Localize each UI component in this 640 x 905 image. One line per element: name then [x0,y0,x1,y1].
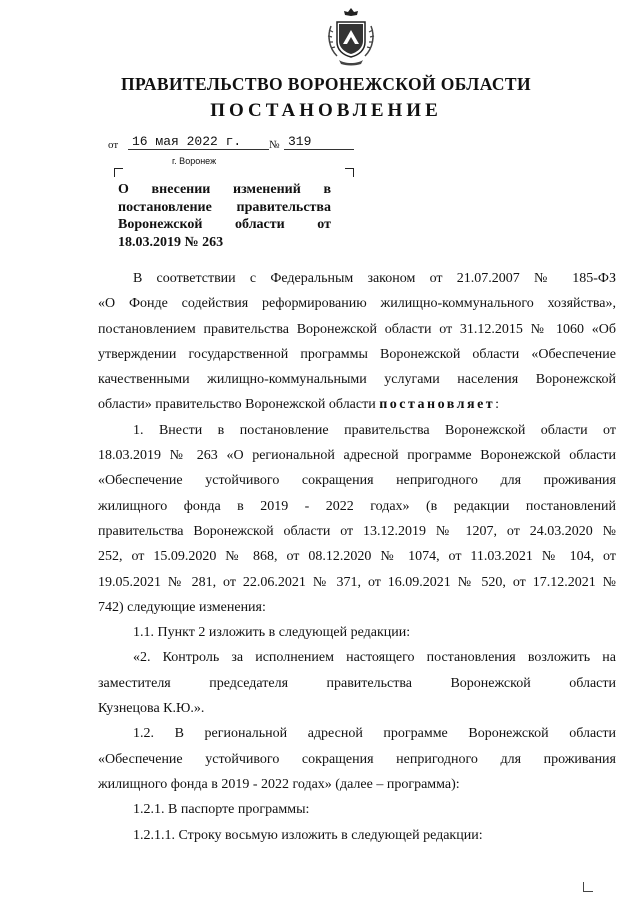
body-line [98,266,616,291]
body-line-text: Кузнецова К.Ю.». [98,701,205,717]
body-line-text: «Обеспечение устойчивого сокращения непригодного для проживания [98,751,616,767]
body-line [98,544,616,569]
body-line-text: В соответствии с Федеральным законом от 21.07.2007 № 185-ФЗ [133,271,616,286]
body-line [98,443,616,468]
body-line-text: области» правительство Воронежской области [98,397,376,413]
body-line-text: постановлением правительства Воронежской области от 31.12.2015 № 1060 «Об [98,321,616,337]
subject-line: О внесении изменений в [118,182,331,197]
body-line-text: 1.2.1.1. Строку восьмую изложить в следующей редакции: [133,827,483,843]
body-line [98,620,616,645]
body-line [98,494,616,519]
subject-line: Воронежской области от [118,217,331,232]
body-line-text: «О Фонде содействия реформированию жилищно-коммунального хозяйства», [98,296,616,312]
date-label: от [108,139,119,151]
body-line [98,772,616,797]
body-line-text: заместителя председателя правительства Воронежской области [98,675,616,691]
document-type-title: ПОСТАНОВЛЕНИЕ [210,100,442,121]
body-line-text: «2. Контроль за исполнением настоящего постановления возложить на [133,650,616,666]
body-line-text: 252, от 15.09.2020 № 868, от 08.12.2020 № 1074, от 11.03.2021 № 104, от [98,549,616,565]
resolution-keyword: постановляет [379,397,496,413]
body-line-text: 18.03.2019 № 263 «О региональной адресной программе Воронежской области [98,448,616,464]
number-value: 319 [284,134,354,150]
body-line-text: правительства Воронежской области от 13.12.2019 № 1207, от 24.03.2020 № [98,523,616,539]
document-subject [118,181,331,251]
body-line-text: 742) следующие изменения: [98,599,266,615]
coat-of-arms-emblem [325,6,377,68]
body-line [98,823,616,848]
subject-line: постановление правительства [118,199,331,215]
subject-corner-right [345,168,354,177]
body-line [98,342,616,367]
body-line-text: утверждении государственной программы Воронежской области «Обеспечение [98,346,616,362]
page-corner-mark [583,882,593,892]
body-line [98,645,616,670]
body-line [98,367,616,392]
body-line [98,291,616,316]
body-line-text: «Обеспечение устойчивого сокращения непригодного для проживания [98,473,616,489]
city-label: г. Воронеж [172,156,217,166]
body-line [98,696,616,721]
document-body [98,266,616,848]
body-line-text: 1. Внести в постановление правительства Воронежской области от [133,422,616,438]
body-line-text: 1.2. В региональной адресной программе Воронежской области [133,726,616,742]
body-line [98,721,616,746]
body-line [98,468,616,493]
body-line-end: : [495,397,500,413]
body-line [98,671,616,696]
body-line-text: 1.1. Пункт 2 изложить в следующей редакции: [133,625,411,641]
body-line-text: жилищного фонда в 2019 - 2022 годах» (далее – программа): [98,776,460,792]
body-line-text: жилищного фонда в 2019 - 2022 годах» (в редакции постановлений [98,498,616,514]
body-line [98,519,616,544]
body-line [98,747,616,772]
government-title: ПРАВИТЕЛЬСТВО ВОРОНЕЖСКОЙ ОБЛАСТИ [120,74,532,94]
subject-line: 18.03.2019 № 263 [118,234,224,250]
body-line [98,418,616,443]
subject-corner-left [114,168,123,177]
body-line [98,317,616,342]
body-line-text: 1.2.1. В паспорте программы: [133,802,310,818]
body-line [98,570,616,595]
body-line-text: качественными жилищно-коммунальными услугами населения Воронежской [98,372,616,388]
number-label: № [269,139,280,151]
body-line [98,595,616,620]
body-line [98,392,616,417]
body-line [98,797,616,822]
date-value: 16 мая 2022 г. [128,134,269,150]
body-line-text: 19.05.2021 № 281, от 22.06.2021 № 371, от 16.09.2021 № 520, от 17.12.2021 № [98,574,616,590]
